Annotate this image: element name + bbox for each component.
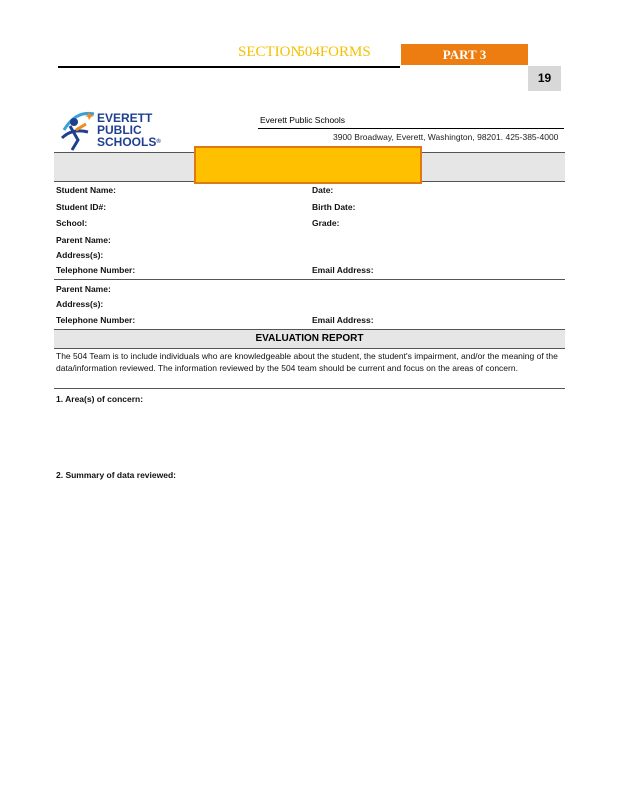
birth-date-label: Birth Date: — [312, 202, 356, 212]
logo-line-3: SCHOOLS® — [97, 135, 161, 149]
grade-label: Grade: — [312, 218, 340, 228]
email-label: Email Address: — [312, 265, 374, 275]
forms-word: FORMS — [319, 44, 371, 60]
address-label: Address(s): — [56, 250, 104, 260]
summary-of-data-label: 2. Summary of data reviewed: — [56, 470, 176, 480]
part-badge: PART 3 — [401, 44, 528, 65]
evaluation-report-title: EVALUATION REPORT — [54, 329, 565, 349]
org-name: Everett Public Schools — [260, 115, 346, 125]
email-2-label: Email Address: — [312, 315, 374, 325]
logo-wordmark — [97, 112, 161, 148]
school-label: School: — [56, 218, 88, 228]
redacted-title — [194, 146, 422, 184]
section-word: SECTION — [238, 44, 302, 60]
section-divider — [54, 279, 565, 280]
logo-line-1: EVERETT — [97, 111, 153, 125]
date-label: Date: — [312, 185, 334, 195]
telephone-2-label: Telephone Number: — [56, 315, 136, 325]
page-number: 19 — [528, 66, 561, 91]
org-address: 3900 Broadway, Everett, Washington, 98201. 425-385-4000 — [333, 132, 559, 142]
area-of-concern-label: 1. Area(s) of concern: — [56, 394, 144, 404]
header-rule — [58, 66, 400, 68]
parent-name-2-label: Parent Name: — [56, 284, 111, 294]
intro-divider — [54, 388, 565, 389]
evaluation-intro: The 504 Team is to include individuals who are knowledgeable about the student, the student's impairment, and/or the meaning of the data/information reviewed. The information reviewed by the 504 team should be current and focus on the areas of concern. — [56, 351, 558, 373]
org-rule — [258, 128, 564, 129]
address-2-label: Address(s): — [56, 299, 104, 309]
parent-name-label: Parent Name: — [56, 235, 111, 245]
section-title — [238, 44, 371, 61]
student-name-label: Student Name: — [56, 185, 116, 195]
section-number: 504 — [297, 44, 320, 60]
logo-line-2: PUBLIC — [97, 123, 142, 137]
student-id-label: Student ID#: — [56, 202, 107, 212]
telephone-label: Telephone Number: — [56, 265, 136, 275]
